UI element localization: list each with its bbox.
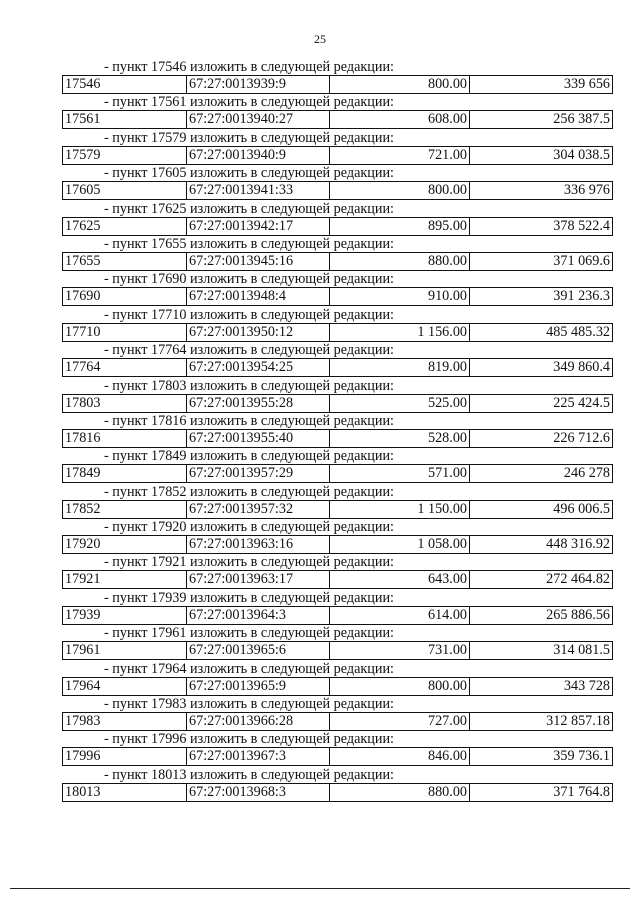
amendment-caption [62,625,613,641]
amendment-entry [62,625,613,660]
amendment-entry [62,484,613,519]
caption-item-number: 17803 [151,377,187,394]
cadastral-number-cell: 67:27:0013950:12 [187,324,330,341]
cadastral-value-cell: 225 424.5 [553,394,610,411]
cadastral-value-cell: 359 736.1 [553,748,610,765]
caption-prefix: - пункт [104,589,148,606]
caption-suffix: изложить в следующей редакции: [190,59,394,75]
table-row [62,500,613,519]
amendment-caption [62,696,613,712]
caption-suffix: изложить в следующей редакции: [190,306,394,323]
cadastral-value-cell: 312 857.18 [546,713,610,730]
item-number-cell: 17939 [63,607,187,624]
caption-prefix: - пункт [104,165,148,182]
cadastral-number-cell: 67:27:0013942:17 [187,218,330,235]
table-row [62,712,613,731]
amendment-entry [62,165,613,200]
amendment-entry [62,130,613,165]
area-cell: 721.00 [330,147,470,164]
caption-item-number: 17961 [151,625,187,642]
cadastral-number-cell: 67:27:0013955:28 [187,395,330,412]
table-row [62,217,613,236]
caption-prefix: - пункт [104,625,148,642]
area-cell: 800.00 [330,182,470,199]
caption-prefix: - пункт [104,59,148,75]
caption-item-number: 17983 [151,696,187,713]
table-row [62,535,613,554]
item-number-cell: 17710 [63,324,187,341]
caption-prefix: - пункт [104,696,148,713]
table-row [62,783,613,802]
item-number-cell: 17964 [63,678,187,695]
amendment-caption [62,271,613,287]
caption-suffix: изложить в следующей редакции: [190,660,394,677]
cadastral-value-cell: 339 656 [563,76,610,92]
cadastral-value-cell: 314 081.5 [553,642,610,659]
area-cell: 1 058.00 [330,536,470,553]
amendments-list [62,59,613,802]
caption-item-number: 17561 [151,94,187,111]
cadastral-value-cell: 371 069.6 [553,252,610,269]
item-number-cell: 17983 [63,713,187,730]
area-cell: 880.00 [330,253,470,270]
amendment-entry [62,59,613,94]
caption-item-number: 17546 [151,59,187,75]
cadastral-value-cell: 391 236.3 [553,288,610,305]
amendment-caption [62,413,613,429]
table-row [62,146,613,165]
item-number-cell: 17561 [63,111,187,128]
amendment-entry [62,413,613,448]
cadastral-value-cell: 226 712.6 [553,429,610,446]
cadastral-value-cell: 265 886.56 [546,606,610,623]
caption-suffix: изложить в следующей редакции: [190,94,394,111]
amendment-caption [62,307,613,323]
caption-item-number: 17605 [151,165,187,182]
caption-suffix: изложить в следующей редакции: [190,519,394,536]
cadastral-value-cell: 343 728 [563,677,610,694]
amendment-entry [62,342,613,377]
caption-prefix: - пункт [104,94,148,111]
cadastral-number-cell: 67:27:0013948:4 [187,288,330,305]
cadastral-number-cell: 67:27:0013955:40 [187,430,330,447]
item-number-cell: 18013 [63,784,187,801]
table-row [62,641,613,660]
amendment-caption [62,130,613,146]
cadastral-value-cell: 272 464.82 [546,571,610,588]
cadastral-number-cell: 67:27:0013940:9 [187,147,330,164]
caption-item-number: 17964 [151,660,187,677]
caption-prefix: - пункт [104,448,148,465]
caption-item-number: 17939 [151,589,187,606]
area-cell: 608.00 [330,111,470,128]
caption-suffix: изложить в следующей редакции: [190,342,394,359]
area-cell: 800.00 [330,678,470,695]
caption-suffix: изложить в следующей редакции: [190,200,394,217]
table-row [62,75,613,94]
item-number-cell: 17655 [63,253,187,270]
amendment-entry [62,271,613,306]
table-row [62,252,613,271]
cadastral-number-cell: 67:27:0013957:32 [187,501,330,518]
caption-suffix: изложить в следующей редакции: [190,554,394,571]
table-row [62,323,613,342]
amendment-caption [62,378,613,394]
amendment-entry [62,661,613,696]
caption-suffix: изложить в следующей редакции: [190,377,394,394]
cadastral-number-cell: 67:27:0013968:3 [187,784,330,801]
caption-item-number: 17579 [151,129,187,146]
cadastral-number-cell: 67:27:0013954:25 [187,359,330,376]
cadastral-number-cell: 67:27:0013957:29 [187,465,330,482]
cadastral-number-cell: 67:27:0013963:16 [187,536,330,553]
amendment-caption [62,236,613,252]
caption-suffix: изложить в следующей редакции: [190,696,394,713]
caption-prefix: - пункт [104,554,148,571]
item-number-cell: 17920 [63,536,187,553]
caption-prefix: - пункт [104,731,148,748]
caption-suffix: изложить в следующей редакции: [190,731,394,748]
table-row [62,606,613,625]
area-cell: 1 156.00 [330,324,470,341]
cadastral-value-cell: 304 038.5 [553,146,610,163]
area-cell: 528.00 [330,430,470,447]
cadastral-number-cell: 67:27:0013941:33 [187,182,330,199]
caption-prefix: - пункт [104,519,148,536]
caption-prefix: - пункт [104,660,148,677]
table-row [62,287,613,306]
caption-suffix: изложить в следующей редакции: [190,165,394,182]
item-number-cell: 17764 [63,359,187,376]
amendment-entry [62,767,613,802]
item-number-cell: 17625 [63,218,187,235]
cadastral-number-cell: 67:27:0013967:3 [187,748,330,765]
table-row [62,570,613,589]
area-cell: 571.00 [330,465,470,482]
caption-item-number: 17690 [151,271,187,288]
item-number-cell: 17579 [63,147,187,164]
amendment-entry [62,696,613,731]
area-cell: 910.00 [330,288,470,305]
amendment-caption [62,165,613,181]
caption-prefix: - пункт [104,412,148,429]
caption-item-number: 18013 [151,766,187,783]
caption-item-number: 17816 [151,412,187,429]
caption-item-number: 17920 [151,519,187,536]
item-number-cell: 17690 [63,288,187,305]
item-number-cell: 17605 [63,182,187,199]
caption-suffix: изложить в следующей редакции: [190,271,394,288]
amendment-entry [62,448,613,483]
table-row [62,181,613,200]
amendment-entry [62,519,613,554]
caption-item-number: 17625 [151,200,187,217]
caption-item-number: 17852 [151,483,187,500]
area-cell: 525.00 [330,395,470,412]
caption-prefix: - пункт [104,377,148,394]
item-number-cell: 17803 [63,395,187,412]
caption-suffix: изложить в следующей редакции: [190,235,394,252]
amendment-caption [62,201,613,217]
caption-item-number: 17996 [151,731,187,748]
table-row [62,394,613,413]
amendment-entry [62,731,613,766]
item-number-cell: 17921 [63,571,187,588]
cadastral-value-cell: 246 278 [563,465,610,482]
area-cell: 614.00 [330,607,470,624]
cadastral-value-cell: 448 316.92 [546,536,610,553]
cadastral-number-cell: 67:27:0013966:28 [187,713,330,730]
area-cell: 1 150.00 [330,501,470,518]
table-row [62,110,613,129]
cadastral-number-cell: 67:27:0013965:9 [187,678,330,695]
cadastral-value-cell: 336 976 [563,182,610,199]
area-cell: 643.00 [330,571,470,588]
table-row [62,429,613,448]
amendment-entry [62,201,613,236]
caption-suffix: изложить в следующей редакции: [190,448,394,465]
cadastral-number-cell: 67:27:0013939:9 [187,76,330,93]
caption-item-number: 17710 [151,306,187,323]
caption-prefix: - пункт [104,129,148,146]
item-number-cell: 17961 [63,642,187,659]
area-cell: 731.00 [330,642,470,659]
caption-item-number: 17921 [151,554,187,571]
footer-divider [10,888,630,889]
caption-prefix: - пункт [104,342,148,359]
cadastral-value-cell: 485 485.32 [546,323,610,340]
caption-prefix: - пункт [104,766,148,783]
caption-suffix: изложить в следующей редакции: [190,129,394,146]
amendment-caption [62,519,613,535]
caption-item-number: 17764 [151,342,187,359]
amendment-caption [62,767,613,783]
cadastral-number-cell: 67:27:0013963:17 [187,571,330,588]
amendment-entry [62,378,613,413]
page-number: 25 [314,32,326,46]
amendment-caption [62,731,613,747]
amendment-caption [62,661,613,677]
caption-prefix: - пункт [104,483,148,500]
cadastral-value-cell: 496 006.5 [553,500,610,517]
area-cell: 895.00 [330,218,470,235]
table-row [62,464,613,483]
item-number-cell: 17816 [63,430,187,447]
caption-suffix: изложить в следующей редакции: [190,483,394,500]
cadastral-value-cell: 371 764.8 [553,783,610,800]
caption-prefix: - пункт [104,306,148,323]
amendment-entry [62,554,613,589]
caption-prefix: - пункт [104,235,148,252]
area-cell: 727.00 [330,713,470,730]
amendment-caption [62,342,613,358]
cadastral-value-cell: 349 860.4 [553,359,610,376]
cadastral-number-cell: 67:27:0013940:27 [187,111,330,128]
caption-suffix: изложить в следующей редакции: [190,412,394,429]
caption-item-number: 17655 [151,235,187,252]
area-cell: 819.00 [330,359,470,376]
cadastral-value-cell: 256 387.5 [553,111,610,128]
table-row [62,747,613,766]
area-cell: 880.00 [330,784,470,801]
cadastral-number-cell: 67:27:0013965:6 [187,642,330,659]
caption-prefix: - пункт [104,271,148,288]
caption-suffix: изложить в следующей редакции: [190,589,394,606]
cadastral-number-cell: 67:27:0013964:3 [187,607,330,624]
amendment-caption [62,59,613,75]
cadastral-value-cell: 378 522.4 [553,217,610,234]
caption-prefix: - пункт [104,200,148,217]
table-row [62,358,613,377]
cadastral-number-cell: 67:27:0013945:16 [187,253,330,270]
amendment-caption [62,484,613,500]
amendment-entry [62,307,613,342]
amendment-entry [62,94,613,129]
item-number-cell: 17852 [63,501,187,518]
amendment-caption [62,590,613,606]
caption-item-number: 17849 [151,448,187,465]
area-cell: 846.00 [330,748,470,765]
caption-suffix: изложить в следующей редакции: [190,766,394,783]
amendment-caption [62,554,613,570]
caption-suffix: изложить в следующей редакции: [190,625,394,642]
area-cell: 800.00 [330,76,470,93]
table-row [62,677,613,696]
amendment-caption [62,448,613,464]
item-number-cell: 17996 [63,748,187,765]
item-number-cell: 17546 [63,76,187,93]
item-number-cell: 17849 [63,465,187,482]
amendment-entry [62,590,613,625]
amendment-caption [62,94,613,110]
amendment-entry [62,236,613,271]
